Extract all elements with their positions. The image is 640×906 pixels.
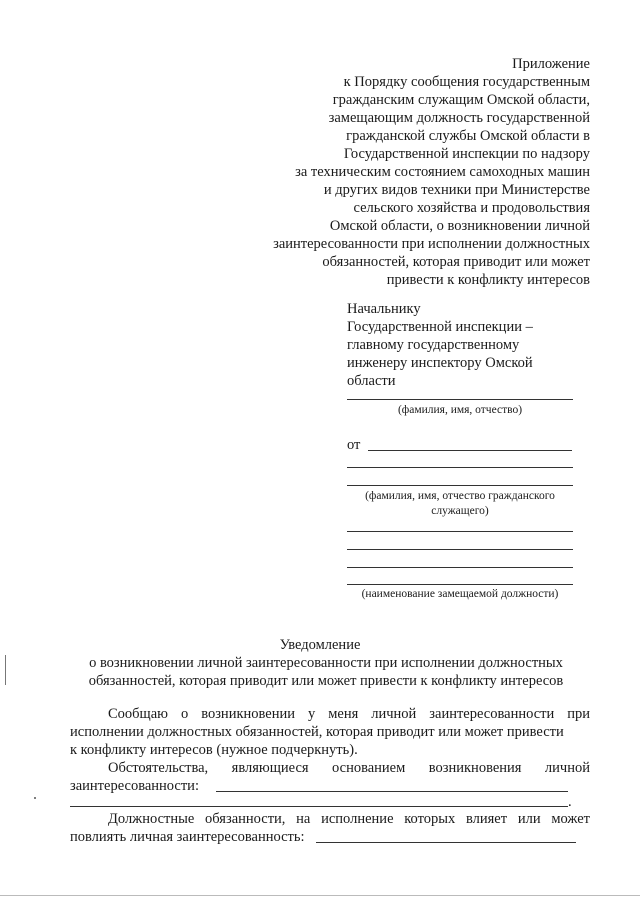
annex-line: Государственной инспекции по надзору xyxy=(343,146,590,162)
annex-line: к Порядку сообщения государственным xyxy=(343,74,590,90)
position-field[interactable] xyxy=(347,531,573,532)
duties-field[interactable] xyxy=(316,842,576,843)
addressee-line: главному государственному xyxy=(347,337,520,353)
position-caption: (наименование замещаемой должности) xyxy=(361,588,559,600)
annex-line: и других видов техники при Министерстве xyxy=(323,182,590,198)
circumstances-field[interactable] xyxy=(70,806,568,807)
paragraph-line: к конфликту интересов (нужное подчеркнуть). xyxy=(70,742,358,758)
annex-line: гражданской службы Омской области в xyxy=(346,128,590,144)
paragraph-line: повлиять личная заинтересованность: xyxy=(70,829,305,845)
page-bottom-edge xyxy=(0,895,640,906)
annex-line: замещающим должность государственной xyxy=(328,110,590,126)
employee-name-field[interactable] xyxy=(368,450,572,451)
paragraph-line: заинтересованности: xyxy=(70,778,199,794)
circumstances-field[interactable] xyxy=(216,791,568,792)
employee-name-field[interactable] xyxy=(347,467,573,468)
paragraph-line: исполнении должностных обязанностей, которая приводит или может привести xyxy=(70,724,564,740)
from-label: от xyxy=(347,437,361,453)
employee-name-field[interactable] xyxy=(347,485,573,486)
paragraph-line: Обстоятельства, являющиеся основанием возникновения личной xyxy=(108,760,590,776)
scan-dot xyxy=(34,797,36,799)
position-field[interactable] xyxy=(347,584,573,585)
employee-caption: служащего) xyxy=(431,505,489,517)
addressee-line: Государственной инспекции – xyxy=(347,319,533,335)
annex-line: гражданским служащим Омской области, xyxy=(332,92,590,108)
annex-line: сельского хозяйства и продовольствия xyxy=(353,200,590,216)
paragraph-line: Сообщаю о возникновении у меня личной заинтересованности при xyxy=(108,706,590,722)
line-end-period: . xyxy=(568,794,572,810)
employee-caption: (фамилия, имя, отчество гражданского xyxy=(365,490,555,502)
paragraph-line: Должностные обязанности, на исполнение которых влияет или может xyxy=(108,811,590,827)
scan-edge-mark xyxy=(5,655,6,685)
annex-title: Приложение xyxy=(512,56,590,72)
position-field[interactable] xyxy=(347,549,573,550)
addressee-line: инженеру инспектору Омской xyxy=(347,355,533,371)
annex-line: обязанностей, которая приводит или может xyxy=(322,254,590,270)
notice-subtitle: обязанностей, которая приводит или может привести к конфликту интересов xyxy=(88,673,564,689)
head-name-caption: (фамилия, имя, отчество) xyxy=(397,404,523,416)
notice-subtitle: о возникновении личной заинтересованности при исполнении должностных xyxy=(89,655,563,671)
annex-line: Омской области, о возникновении личной xyxy=(329,218,590,234)
addressee-line: Начальнику xyxy=(347,301,421,317)
annex-line: привести к конфликту интересов xyxy=(386,272,590,288)
addressee-line: области xyxy=(347,373,396,389)
notice-title: Уведомление xyxy=(279,637,361,653)
annex-line: за техническим состоянием самоходных машин xyxy=(295,164,590,180)
annex-line: заинтересованности при исполнении должностных xyxy=(273,236,590,252)
head-name-field[interactable] xyxy=(347,399,573,400)
position-field[interactable] xyxy=(347,567,573,568)
